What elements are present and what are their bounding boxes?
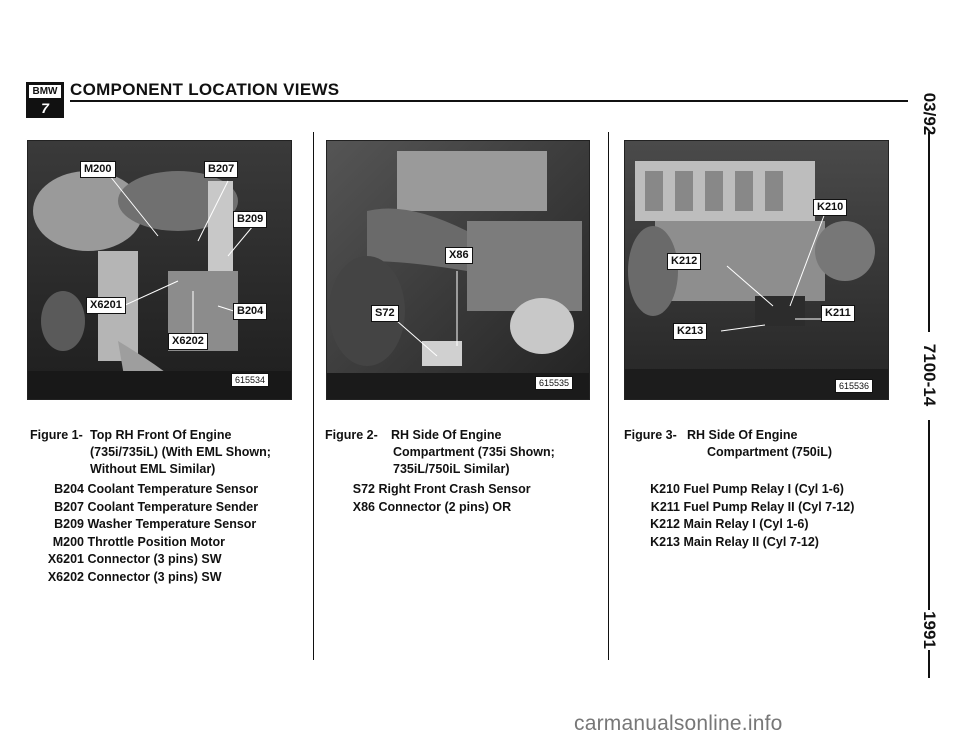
legend-code: K213 [650, 534, 680, 549]
figure-1-caption-line: Without EML Similar) [90, 462, 216, 476]
legend-row [325, 481, 605, 499]
side-year: 1991 [920, 611, 939, 649]
legend-code: X6201 [47, 552, 84, 566]
figure-2-caption-line: RH Side Of Engine [391, 428, 502, 442]
legend-row [624, 516, 904, 534]
callout-b209: B209 [233, 211, 267, 228]
side-date: 03/92 [920, 92, 939, 136]
side-rule-middle [928, 420, 930, 610]
legend-row [30, 499, 310, 517]
figure-3-photo [624, 140, 889, 400]
figure-1-engine-image [28, 141, 291, 399]
figure-2-caption [325, 427, 605, 478]
legend-code: K211 [650, 499, 680, 514]
legend-row [30, 569, 310, 587]
figure-3-caption [624, 427, 904, 461]
figure-3-caption-line: RH Side Of Engine [687, 428, 798, 442]
legend-row [30, 481, 310, 499]
figure-2-caption-line: Compartment (735i Shown; [393, 445, 555, 459]
callout-k211: K211 [821, 305, 855, 322]
figure-2-legend [325, 481, 605, 516]
figure-1-label: Figure 1- [30, 428, 83, 442]
legend-code: K212 [650, 517, 680, 531]
figure-1-caption-line: Top RH Front Of Engine [90, 428, 232, 442]
figure-3-caption-line: Compartment (750iL) [707, 445, 833, 459]
legend-row [624, 481, 904, 499]
legend-desc: Washer Temperature Sensor [87, 517, 257, 531]
callout-k210: K210 [813, 199, 847, 216]
legend-desc: Throttle Position Motor [87, 534, 225, 549]
legend-desc: Connector (2 pins) OR [378, 499, 512, 514]
figure-2-photo-id: 615535 [535, 376, 573, 390]
logo-top-text: BMW [29, 85, 61, 98]
legend-code: K210 [650, 482, 680, 496]
callout-k213: K213 [673, 323, 707, 340]
page-title: COMPONENT LOCATION VIEWS [70, 80, 340, 99]
figure-3-photo-id: 615536 [835, 379, 873, 393]
column-rule-1 [313, 132, 314, 660]
legend-code: M200 [52, 534, 84, 549]
legend-desc: Fuel Pump Relay II (Cyl 7-12) [683, 499, 855, 514]
figure-1-caption-line: (735i/735iL) (With EML Shown; [90, 445, 271, 459]
legend-desc: Connector (3 pins) SW [87, 569, 222, 584]
figure-2-caption-line: 735iL/750iL Similar) [393, 462, 510, 476]
figure-1-photo-id: 615534 [231, 373, 269, 387]
legend-row [624, 534, 904, 552]
callout-x86: X86 [445, 247, 473, 264]
legend-code: B207 [54, 499, 84, 514]
figure-3-legend [624, 481, 904, 551]
legend-row [624, 499, 904, 517]
legend-code: B209 [54, 517, 84, 531]
legend-desc: Right Front Crash Sensor [378, 482, 531, 496]
legend-desc: Main Relay II (Cyl 7-12) [683, 534, 819, 549]
figure-1-caption [30, 427, 310, 478]
legend-row [30, 516, 310, 534]
figure-2-label: Figure 2- [325, 428, 378, 442]
legend-code: B204 [54, 482, 84, 496]
figure-3-engine-image [625, 141, 888, 399]
side-rule-top [928, 132, 930, 332]
legend-row [30, 551, 310, 569]
logo-bottom-text: 7 [41, 100, 49, 116]
legend-desc: Coolant Temperature Sensor [87, 482, 259, 496]
legend-code: X86 [352, 499, 375, 514]
bmw-7-series-logo [26, 82, 64, 118]
legend-row [325, 499, 605, 517]
callout-s72: S72 [371, 305, 399, 322]
legend-row [30, 534, 310, 552]
legend-desc: Coolant Temperature Sender [87, 499, 259, 514]
callout-b207: B207 [204, 161, 238, 178]
callout-m200: M200 [80, 161, 116, 178]
callout-k212: K212 [667, 253, 701, 270]
figure-2-photo [326, 140, 590, 400]
legend-code: S72 [352, 482, 375, 496]
callout-x6201: X6201 [86, 297, 126, 314]
callout-x6202: X6202 [168, 333, 208, 350]
figure-1-legend [30, 481, 310, 586]
column-rule-2 [608, 132, 609, 660]
legend-desc: Connector (3 pins) SW [87, 552, 222, 566]
side-page-number: 7100-14 [920, 343, 939, 407]
callout-b204: B204 [233, 303, 267, 320]
figure-2-engine-image [327, 141, 589, 399]
figure-1-photo [27, 140, 292, 400]
legend-desc: Fuel Pump Relay I (Cyl 1-6) [683, 482, 844, 496]
legend-desc: Main Relay I (Cyl 1-6) [683, 517, 809, 531]
legend-code: X6202 [47, 569, 84, 584]
header-rule [70, 100, 908, 102]
figure-3-label: Figure 3- [624, 428, 677, 442]
watermark: carmanualsonline.info [574, 712, 783, 735]
